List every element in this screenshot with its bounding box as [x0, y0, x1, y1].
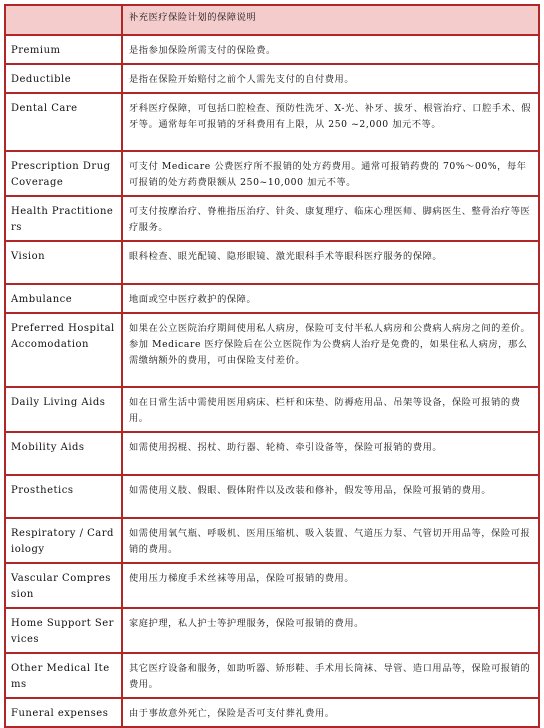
term-cell: Vascular Compression [5, 563, 122, 608]
description-cell: 使用压力梯度手术丝袜等用品，保险可报销的费用。 [122, 563, 539, 608]
term-cell: Prescription Drug Coverage [5, 151, 122, 196]
description-cell: 如需使用氧气瓶、呼吸机、医用压缩机、吸入装置、气道压力泵、气管切开用品等，保险可报销的费用。 [122, 518, 539, 563]
description-cell: 是指参加保险所需支付的保险费。 [122, 35, 539, 64]
table-row [5, 518, 539, 563]
description-cell: 眼科检查、眼光配镜、隐形眼镜、激光眼科手术等眼科医疗服务的保障。 [122, 241, 539, 284]
description-cell: 可支付按摩治疗、脊椎指压治疗、针灸、康复理疗、临床心理医师、脚病医生、整骨治疗等医疗服务。 [122, 196, 539, 241]
table-row [5, 35, 539, 64]
description-cell: 牙科医疗保障，可包括口腔检查、预防性洗牙、X-光、补牙、拔牙、根管治疗、口腔手术、假牙等。通常每年可报销的牙科费用有上限，从 250 ~2,000 加元不等。 [122, 93, 539, 151]
header-title: 补充医疗保险计划的保障说明 [122, 5, 539, 35]
coverage-table [4, 4, 540, 728]
term-cell: Deductible [5, 64, 122, 93]
description-cell: 如需使用义肢、假眼、假体附件以及改装和修补，假发等用品，保险可报销的费用。 [122, 475, 539, 518]
term-cell: Health Practitioners [5, 196, 122, 241]
table-row [5, 432, 539, 475]
table-row [5, 387, 539, 432]
description-cell: 其它医疗设备和服务，如助听器、矫形鞋、手术用长筒袜、导管、造口用品等，保险可报销的费用。 [122, 653, 539, 698]
term-cell: Preferred Hospital Accomodation [5, 313, 122, 387]
table-row [5, 653, 539, 698]
term-cell: Prosthetics [5, 475, 122, 518]
description-cell: 如在日常生活中需使用医用病床、栏杆和床垫、防褥疮用品、吊架等设备，保险可报销的费用。 [122, 387, 539, 432]
term-cell: Ambulance [5, 284, 122, 313]
term-cell: Daily Living Aids [5, 387, 122, 432]
term-cell: Premium [5, 35, 122, 64]
table-row [5, 196, 539, 241]
description-cell: 如需使用拐棍、拐杖、助行器、轮椅、牵引设备等，保险可报销的费用。 [122, 432, 539, 475]
table-row [5, 563, 539, 608]
table-row [5, 608, 539, 653]
table-header-row [5, 5, 539, 35]
table-row [5, 698, 539, 727]
term-cell: Vision [5, 241, 122, 284]
description-cell: 是指在保险开始赔付之前个人需先支付的自付费用。 [122, 64, 539, 93]
header-term-cell [5, 5, 122, 35]
description-cell: 由于事故意外死亡，保险是否可支付葬礼费用。 [122, 698, 539, 727]
term-cell: Mobility Aids [5, 432, 122, 475]
table-row [5, 284, 539, 313]
table-row [5, 64, 539, 93]
term-cell: Funeral expenses [5, 698, 122, 727]
description-cell: 家庭护理，私人护士等护理服务，保险可报销的费用。 [122, 608, 539, 653]
table-row [5, 151, 539, 196]
table-row [5, 93, 539, 151]
table-row [5, 313, 539, 387]
table-row [5, 475, 539, 518]
term-cell: Respiratory / Cardiology [5, 518, 122, 563]
description-cell: 如果在公立医院治疗期间使用私人病房，保险可支付半私人病房和公费病人病房之间的差价。参加 Medicare 医疗保险后在公立医院作为公费病人治疗是免费的，如果住私人病房，那么需缴纳额外的费用，可由保险支付差价。 [122, 313, 539, 387]
description-cell: 可支付 Medicare 公费医疗所不报销的处方药费用。通常可报销药费的 70%～00%，每年可报销的处方药费限额从 250~10,000 加元不等。 [122, 151, 539, 196]
term-cell: Other Medical Items [5, 653, 122, 698]
term-cell: Dental Care [5, 93, 122, 151]
table-row [5, 241, 539, 284]
term-cell: Home Support Services [5, 608, 122, 653]
description-cell: 地面或空中医疗救护的保障。 [122, 284, 539, 313]
